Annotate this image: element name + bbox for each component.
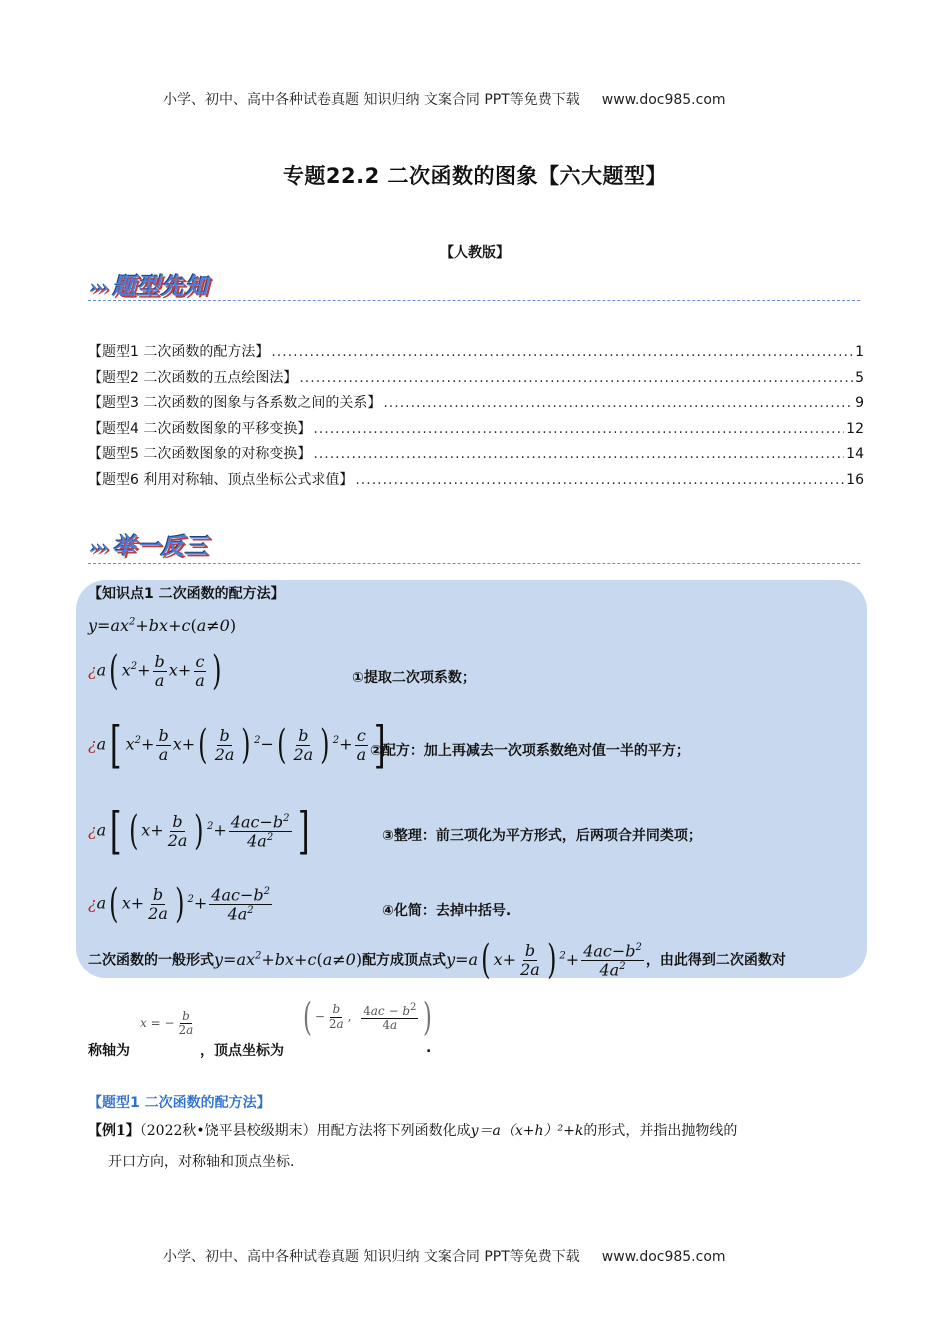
toc-leader (271, 340, 853, 366)
axis-label: 称轴为 (88, 1043, 130, 1059)
step1-text: ①提取二次项系数； (352, 670, 476, 686)
toc-entry[interactable] (88, 442, 864, 468)
toc-entry[interactable] (88, 366, 864, 392)
toc-leader (313, 442, 844, 468)
example-form: y＝a（x+h）²+k (470, 1123, 584, 1139)
formula-step4: ¿a( x+ $\frac{b}{2a}$ ) $^2$+ $\frac{4ac-b^2}{4a^2}$ (88, 881, 270, 927)
toc-entry-label: 【题型4 二次函数图象的平移变换】 (88, 420, 312, 437)
example-label: 【例1】 (88, 1123, 140, 1139)
edition-label: 【人教版】 (440, 245, 510, 261)
example-text-3: 开口方向，对称轴和顶点坐标. (108, 1154, 295, 1170)
toc-entry-page: 9 (855, 395, 864, 411)
unknown-glyph: ¿ (88, 893, 97, 913)
footer-banner-text: 小学、初中、高中各种试卷真题 知识归纳 文案合同 PPT等免费下载 (163, 1249, 580, 1265)
toc-entry-label: 【题型3 二次函数的图象与各系数之间的关系】 (88, 395, 382, 411)
unknown-glyph: ¿ (88, 820, 97, 840)
header-banner-text: 小学、初中、高中各种试卷真题 知识归纳 文案合同 PPT等免费下载 (163, 92, 580, 108)
section-heading-practice-text: 举一反三 (112, 533, 209, 560)
toc-entry-label: 【题型6 利用对称轴、顶点坐标公式求值】 (88, 471, 354, 488)
unknown-glyph: ¿ (88, 660, 97, 680)
summary-part1: 二次函数的一般形式 (88, 952, 214, 969)
toc-leader (383, 391, 853, 417)
summary-part3: ，由此得到二次函数对 (645, 952, 786, 969)
summary-part2: 配方成顶点式 (362, 952, 447, 969)
toc-entry-label: 【题型1 二次函数的配方法】 (88, 344, 270, 360)
page-title: 专题22.2 二次函数的图象【六大题型】 (282, 164, 668, 188)
toc-entry[interactable] (88, 391, 864, 417)
section-heading-preview-text: 题型先知 (112, 273, 209, 300)
toc-leader (313, 417, 844, 443)
divider-line (88, 300, 860, 301)
formula-step3: ¿a[ ( x+ $\frac{b}{2a}$ ) $^2$+ $\frac{4ac-b^2}{4a^2}$ ] (88, 802, 310, 860)
example-text-2: 的形式，并指出抛物线的 (583, 1123, 738, 1139)
toc-entry-page: 1 (855, 344, 864, 360)
toc-entry-page: 14 (846, 446, 864, 462)
toc-entry-page: 5 (855, 369, 864, 386)
header-banner (163, 89, 726, 109)
vertex-label: ，顶点坐标为 (200, 1043, 284, 1059)
type1-heading: 【题型1 二次函数的配方法】 (88, 1095, 271, 1111)
section-heading-practice (90, 528, 209, 561)
axis-formula: x = − $\frac{b}{2a}$ (140, 1009, 194, 1038)
arrows-icon: ››› (90, 537, 107, 559)
formula-step1: ¿a( $x^2+$ $\frac{b}{a}$ x+ $\frac{c}{a}$ ) (88, 648, 222, 694)
example-1 (88, 1116, 868, 1178)
formula-general-form: $y=ax^2+bx+c(a\ne 0)$ (88, 616, 237, 635)
toc-entry[interactable] (88, 340, 864, 366)
toc-entry[interactable] (88, 417, 864, 443)
summary-general-form: $y=ax^2+bx+c(a\ne 0)$ (214, 949, 363, 969)
vertex-formula: ( − $\frac{b}{2a}$ , $\frac{4ac - b^2}{4a}$ ) (302, 995, 433, 1039)
header-site-link[interactable]: www.doc985.com (601, 92, 726, 108)
step3-text: ③整理：前三项化为平方形式，后两项合并同类项； (382, 828, 702, 844)
toc-entry-label: 【题型5 二次函数图象的对称变换】 (88, 446, 312, 462)
divider-line (88, 563, 860, 564)
summary-line (88, 937, 786, 983)
arrows-icon: ››› (90, 277, 107, 299)
footer-banner (163, 1246, 726, 1266)
toc-entry-page: 12 (846, 420, 864, 437)
step2-text: ②配方：加上再减去一次项系数绝对值一半的平方； (370, 743, 690, 759)
end-period: . (426, 1040, 432, 1056)
summary-vertex-form: y=a( x+ $\frac{b}{2a}$ ) $^2$+ $\frac{4ac-b^2}{4a^2}$ (446, 937, 642, 983)
section-heading-preview (90, 268, 209, 301)
toc-entry[interactable] (88, 468, 864, 494)
toc-entry-page: 16 (846, 471, 864, 488)
example-text-1: （2022秋•饶平县校级期末）用配方法将下列函数化成 (139, 1123, 471, 1139)
unknown-glyph: ¿ (88, 734, 97, 754)
toc-leader (355, 468, 844, 494)
table-of-contents (88, 340, 864, 493)
knowledge-heading: 【知识点1 二次函数的配方法】 (88, 586, 285, 602)
toc-leader (299, 366, 853, 392)
formula-step2: ¿a[ $x^2+$ $\frac{b}{a}$ x+( $\frac{b}{2a}$ ) $^2$−( $\frac{b}{2a}$ ) $^2$+ $\frac{c}{a}$ ] (88, 716, 386, 774)
step4-text: ④化简：去掉中括号. (382, 903, 512, 919)
footer-site-link[interactable]: www.doc985.com (601, 1249, 726, 1265)
toc-entry-label: 【题型2 二次函数的五点绘图法】 (88, 369, 298, 386)
